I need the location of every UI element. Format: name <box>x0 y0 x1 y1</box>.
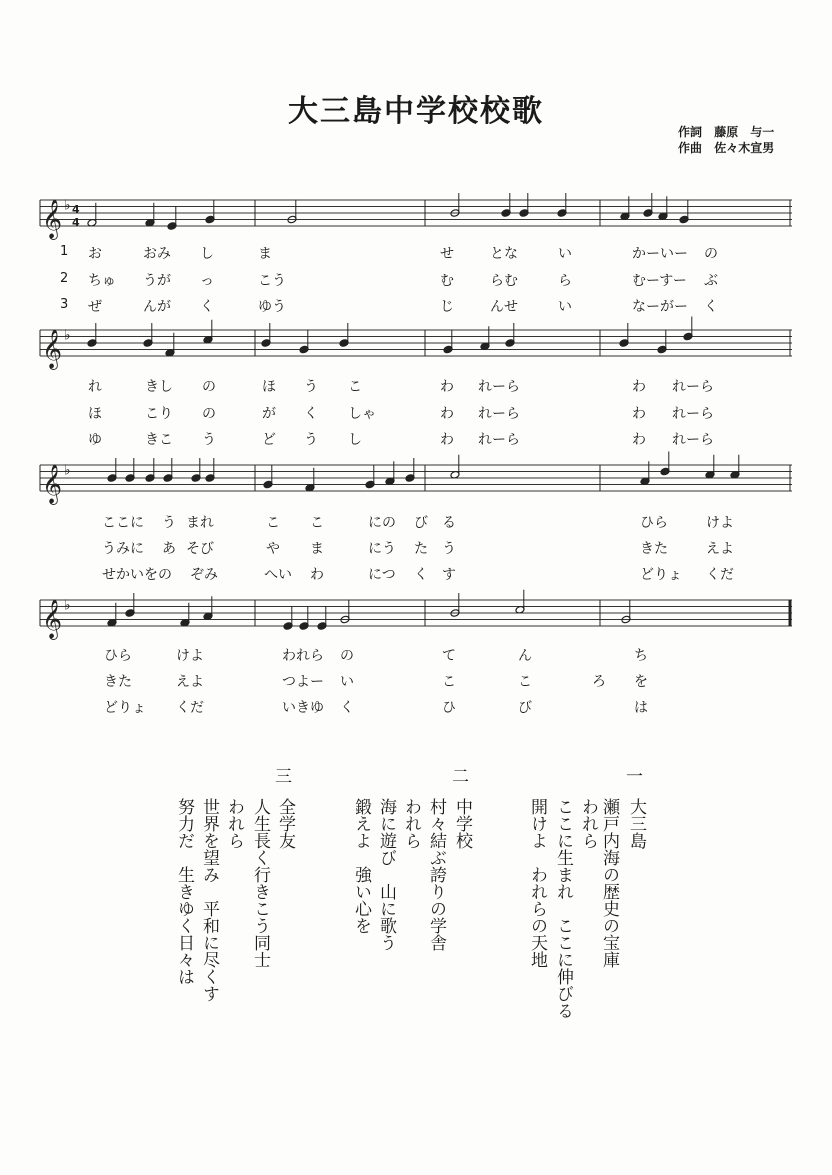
lyric: う <box>304 432 318 448</box>
verse-line: 世界を望み 平和に尽くす <box>199 798 219 1002</box>
credit-name: 藤原 与一 <box>714 125 775 139</box>
lyric: う <box>442 541 456 557</box>
lyric: わ <box>632 379 646 395</box>
verse-line: 鍛えよ 強い心を <box>351 798 371 934</box>
lyric: し <box>200 246 214 262</box>
lyric: うみに <box>102 541 144 557</box>
page-title: 大三島中学校校歌 <box>288 94 544 129</box>
treble-clef-icon: 𝄞 <box>42 599 63 639</box>
lyric: の <box>340 648 354 664</box>
lyric: ど <box>262 432 276 448</box>
verse-heading: 一 <box>626 767 643 787</box>
lyric: う <box>202 432 216 448</box>
lyric: れ <box>88 379 102 395</box>
lyric: どりょ <box>640 567 682 583</box>
lyric: あ <box>162 541 176 557</box>
lyric: ほ <box>262 379 276 395</box>
lyric: れーら <box>672 406 714 422</box>
lyric: どりょ <box>104 700 146 716</box>
lyric: す <box>442 567 456 583</box>
lyric: れーら <box>478 432 520 448</box>
lyric: び <box>414 515 428 531</box>
lyric: せかいをの <box>102 567 172 583</box>
lyric: む <box>440 273 454 289</box>
lyric: そび <box>186 541 214 557</box>
lyric: は <box>634 700 648 716</box>
lyric: の <box>704 246 718 262</box>
lyric: きし <box>145 379 173 395</box>
time-signature-bottom: 4 <box>72 216 80 229</box>
lyric: れーら <box>672 432 714 448</box>
lyric: わ <box>632 406 646 422</box>
verse-line: 人生長く行きこう同士 <box>250 798 270 968</box>
lyric: うが <box>143 273 171 289</box>
flat-sign-icon: ♭ <box>64 597 71 614</box>
composer-credit <box>678 140 774 156</box>
lyric: らむ <box>490 273 518 289</box>
lyric: い <box>340 674 354 690</box>
lyric: わ <box>440 406 454 422</box>
lyric: けよ <box>176 648 204 664</box>
lyric: わ <box>310 567 324 583</box>
lyric: しゃ <box>348 406 376 422</box>
lyric: にの <box>368 515 396 531</box>
lyric: う <box>162 515 176 531</box>
verse-line: ここに生まれ ここに伸びる <box>553 798 573 1019</box>
music-staff-4 <box>0 590 832 650</box>
lyric: きこ <box>145 432 173 448</box>
lyric: せ <box>440 246 454 262</box>
lyric: んが <box>143 299 171 315</box>
verse-heading: 三 <box>275 767 292 787</box>
lyric: ち <box>634 648 648 664</box>
lyric: れーら <box>478 379 520 395</box>
lyric: し <box>348 432 362 448</box>
lyric: まれ <box>186 515 214 531</box>
lyric: う <box>304 379 318 395</box>
lyric: むーすー <box>632 273 687 289</box>
lyric: く <box>704 299 718 315</box>
verse-line: 全学友 <box>275 798 295 849</box>
lyric: ん <box>518 648 532 664</box>
lyric: こ <box>348 379 362 395</box>
lyric: が <box>262 406 276 422</box>
lyric: くだ <box>706 567 734 583</box>
lyric: く <box>414 567 428 583</box>
lyric: ま <box>258 246 272 262</box>
verse-number: 2 <box>60 271 69 286</box>
lyric: ちゅ <box>88 273 116 289</box>
verse-line: われら <box>224 798 244 849</box>
credit-role: 作曲 <box>678 141 703 155</box>
lyric: や <box>266 541 280 557</box>
verse-line: われら <box>401 798 421 849</box>
lyric: えよ <box>176 674 204 690</box>
lyric: につ <box>368 567 396 583</box>
flat-sign-icon: ♭ <box>64 197 71 214</box>
lyric: て <box>442 648 456 664</box>
lyric: の <box>202 379 216 395</box>
lyric: へい <box>264 567 292 583</box>
lyric: ひら <box>640 515 668 531</box>
credit-role: 作詞 <box>678 125 703 139</box>
verse-line: 開けよ われらの天地 <box>527 798 547 968</box>
lyric: わ <box>632 432 646 448</box>
lyric: れーら <box>672 379 714 395</box>
lyric: く <box>200 299 214 315</box>
lyric: る <box>442 515 456 531</box>
lyricist-credit <box>678 124 774 140</box>
verse-number: 1 <box>60 244 69 259</box>
lyric: ぶ <box>704 273 718 289</box>
lyric: く <box>304 406 318 422</box>
time-signature-top: 4 <box>72 203 80 216</box>
lyric: っ <box>200 273 214 289</box>
lyric: わ <box>440 432 454 448</box>
lyric: えよ <box>706 541 734 557</box>
verse-number: 3 <box>60 297 69 312</box>
lyric: とな <box>490 246 518 262</box>
lyric: こ <box>442 674 456 690</box>
verse-line: 中学校 <box>452 798 472 849</box>
lyric: かーいー <box>632 246 688 262</box>
lyric: お <box>88 246 102 262</box>
lyric: こ <box>310 515 324 531</box>
lyric: ひ <box>442 700 456 716</box>
verse-line: 海に遊び 山に歌う <box>376 798 396 951</box>
flat-sign-icon: ♭ <box>64 462 71 479</box>
lyric: つよー <box>282 674 324 690</box>
lyric: た <box>414 541 428 557</box>
lyric: び <box>518 700 532 716</box>
lyric: けよ <box>706 515 734 531</box>
lyric: じ <box>440 299 454 315</box>
lyric: んせ <box>490 299 518 315</box>
credit-name: 佐々木宣男 <box>714 141 775 155</box>
lyric: く <box>340 700 354 716</box>
treble-clef-icon: 𝄞 <box>42 199 63 239</box>
lyric: ら <box>558 273 572 289</box>
lyric: ゆ <box>88 432 102 448</box>
lyric: ゆう <box>258 299 286 315</box>
flat-sign-icon: ♭ <box>64 327 71 344</box>
lyric: ほ <box>88 406 102 422</box>
credits <box>678 124 774 156</box>
verse-line: われら <box>578 798 598 849</box>
lyric: こう <box>258 273 286 289</box>
lyric: ここに <box>102 515 144 531</box>
music-staff-3 <box>0 455 832 515</box>
lyric: おみ <box>143 246 171 262</box>
lyric: ぜ <box>88 299 102 315</box>
lyric: の <box>202 406 216 422</box>
verse-line: 努力だ 生きゆく日々は <box>174 798 194 985</box>
lyric: こ <box>266 515 280 531</box>
lyric: こ <box>518 674 532 690</box>
music-staff-2 <box>0 320 832 380</box>
lyric: なーがー <box>632 299 688 315</box>
lyric: きた <box>640 541 668 557</box>
lyric: ひら <box>104 648 132 664</box>
treble-clef-icon: 𝄞 <box>42 464 63 504</box>
lyric: われら <box>282 648 324 664</box>
lyric: ま <box>310 541 324 557</box>
lyric: い <box>558 246 572 262</box>
lyric: れーら <box>478 406 520 422</box>
treble-clef-icon: 𝄞 <box>42 329 63 369</box>
lyric: ぞみ <box>190 567 218 583</box>
lyric: にう <box>368 541 396 557</box>
lyric: い <box>558 299 572 315</box>
verse-line: 瀬戸内海の歴史の宝庫 <box>599 798 619 968</box>
verse-heading: 二 <box>452 767 469 787</box>
music-staff-1 <box>0 190 832 250</box>
lyric: くだ <box>176 700 204 716</box>
verse-line: 大三島 <box>626 798 646 849</box>
verse-line: 村々結ぶ誇りの学舎 <box>426 798 446 951</box>
lyric: こり <box>145 406 173 422</box>
lyric: きた <box>104 674 132 690</box>
lyric: いきゆ <box>282 700 324 716</box>
lyric: を <box>634 674 648 690</box>
lyric: ろ <box>592 674 606 690</box>
lyric: わ <box>440 379 454 395</box>
